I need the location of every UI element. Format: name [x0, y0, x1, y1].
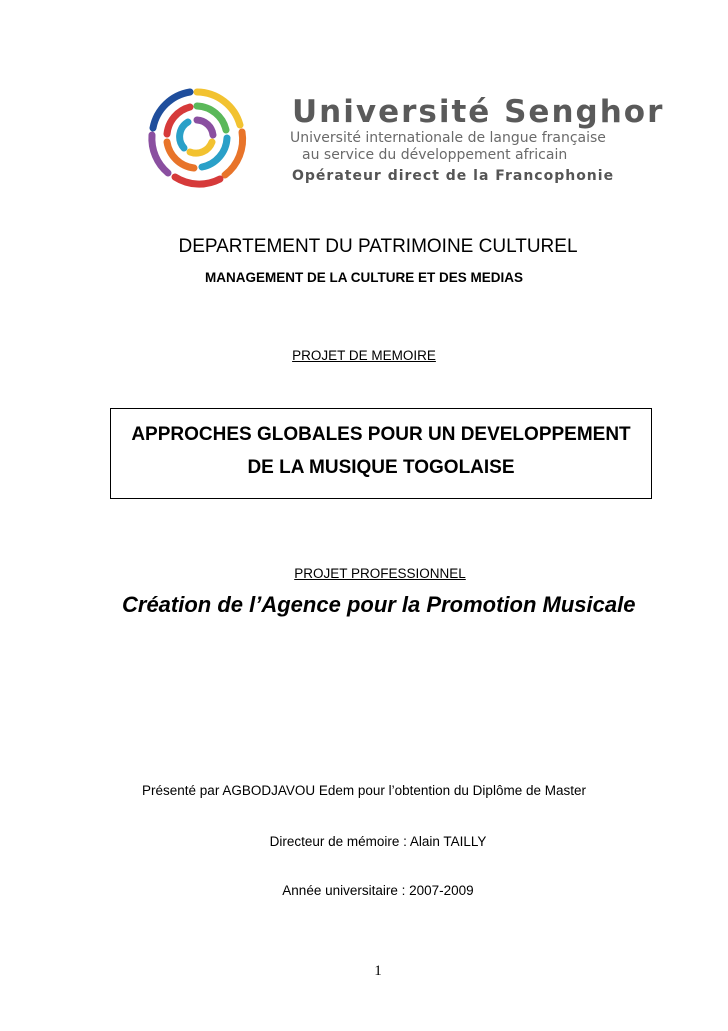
university-logo [140, 80, 665, 200]
thesis-director-line: Directeur de mémoire : Alain TAILLY [269, 834, 487, 849]
professional-project-label: PROJET PROFESSIONNEL [294, 566, 466, 581]
program-heading: MANAGEMENT DE LA CULTURE ET DES MEDIAS [204, 270, 523, 285]
thesis-title-box [110, 408, 652, 499]
university-tagline-3: Opérateur direct de la Francophonie [292, 168, 615, 184]
university-tagline-1: Université internationale de langue française [290, 130, 606, 146]
department-heading: DEPARTEMENT DU PATRIMOINE CULTUREL [178, 236, 578, 257]
senghor-swirl-icon [140, 80, 255, 195]
university-name: Université Senghor [292, 94, 665, 130]
page-number: 1 [374, 963, 382, 979]
academic-year-line: Année universitaire : 2007-2009 [282, 883, 474, 898]
university-tagline-2: au service du développement africain [302, 147, 568, 163]
presented-by-line: Présenté par AGBODJAVOU Edem pour l’obtention du Diplôme de Master [142, 783, 586, 798]
thesis-title-line-1: APPROCHES GLOBALES POUR UN DEVELOPPEMENT [131, 424, 631, 445]
project-type-label: PROJET DE MEMOIRE [292, 348, 436, 363]
professional-project-title: Création de l’Agence pour la Promotion Musicale [122, 592, 636, 617]
thesis-title-line-2: DE LA MUSIQUE TOGOLAISE [247, 457, 515, 478]
